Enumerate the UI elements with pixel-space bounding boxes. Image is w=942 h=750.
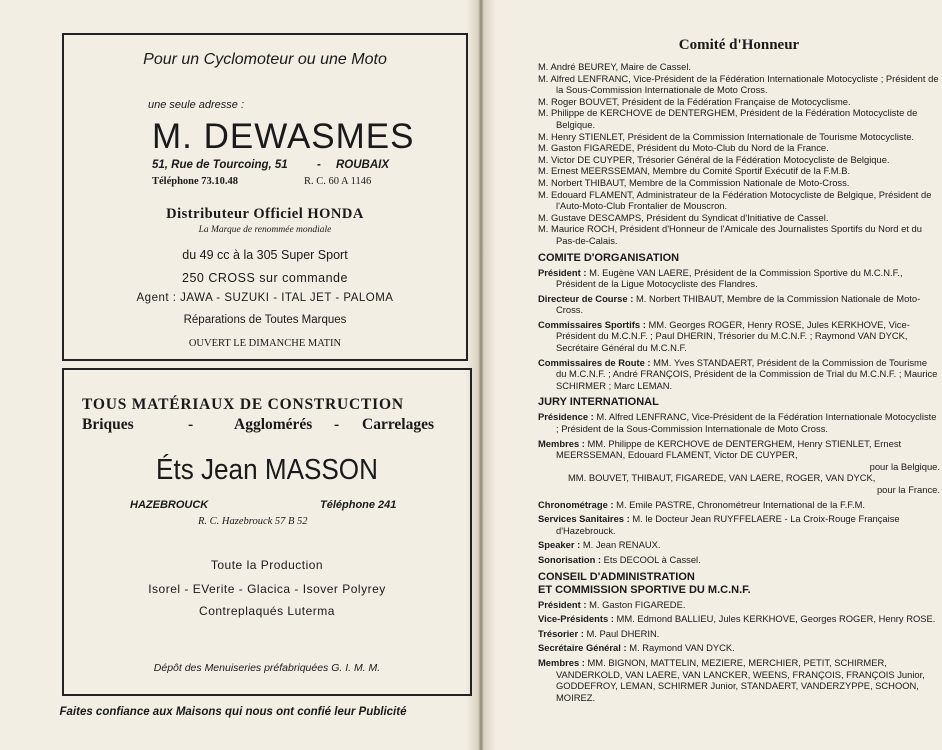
ad1-name: M. DEWASMES: [152, 117, 415, 156]
ad2-phone: Téléphone 241: [320, 499, 397, 511]
entry-label: Vice-Présidents :: [538, 613, 614, 625]
org-entry: [538, 267, 940, 290]
conseil-entry: [538, 599, 940, 611]
list-item: M. André BEUREY, Maire de Cassel.: [538, 61, 692, 72]
entry-label: Secrétaire Général :: [538, 642, 627, 654]
ad1-phone: Téléphone 73.10.48: [152, 176, 239, 187]
left-footer: Faites confiance aux Maisons qui nous ont confié leur Publicité: [59, 706, 407, 718]
entry-text: M. Alfred LENFRANC, Vice-Président de la Fédération Internationale Motocycliste ; Président de la Sous-Commission Internationale de Moto Cross.: [556, 411, 937, 435]
list-item: M. Henry STIENLET, Président de la Commission Internationale de Tourisme Motocycliste.: [538, 130, 915, 142]
ad2-depot: Dépôt des Menuiseries préfabriquées G. I. M. M.: [153, 662, 381, 674]
ad1-cross: 250 CROSS sur commande: [182, 271, 348, 285]
honneur-list: [538, 61, 940, 247]
list-item: M. Victor DE CUYPER, Trésorier Général de la Fédération Motocycliste de Belgique.: [538, 153, 890, 165]
ad1-dash: -: [317, 159, 321, 171]
entry-text: M. Raymond VAN DYCK.: [629, 642, 735, 654]
ad1-adresse: une seule adresse :: [148, 99, 245, 111]
entry-text: M. Eugène VAN LAERE, Président de la Commission Sportive du M.C.N.F., Président de la Ligue Motocycliste des Flandres.: [556, 266, 903, 290]
entry-text: MM. Philippe de KERCHOVE de DENTERGHEM, Henry STIENLET, Ernest MEERSSEMAN, Edouard FLAMENT, Victor DE CUYPER,: [556, 437, 902, 461]
entry-label: Trésorier :: [538, 627, 584, 639]
page-title: Comité d'Honneur: [678, 37, 800, 53]
entry-text: M. Emile PASTRE, Chronométreur International de la F.F.M.: [616, 498, 866, 510]
jury-france-members: MM. BOUVET, THIBAUT, FIGAREDE, VAN LAERE, ROGER, VAN DYCK,: [568, 472, 876, 484]
ad2-contreplaques: Contreplaqués Luterma: [199, 604, 335, 618]
list-item: M. Philippe de KERCHOVE de DENTERGHEM, Président de la Fédération Motocycliste de Belgique.: [538, 107, 918, 130]
ad1-city: ROUBAIX: [336, 159, 390, 171]
conseil-entry: [538, 613, 940, 625]
entry-label: Chronométrage :: [538, 498, 614, 510]
list-item: M. Edouard FLAMENT, Administrateur de la Fédération Motocycliste de Belgique, Président de l'Auto-Moto-Club Frontalier de Mouscron.: [538, 188, 932, 212]
ad2-brands: Isorel - EVerite - Glacica - Isover Polyrey: [148, 582, 386, 596]
entry-text: MM. Georges ROGER, Henry ROSE, Jules KERKHOVE, Vice-Président du M.C.N.F. ; Paul DHERIN, Trésorier du M.C.N.F. ; Raymond VAN DYCK, Secrétaire Général du M.C.N.F.: [556, 318, 910, 354]
ad1-marque: La Marque de renommée mondiale: [198, 225, 332, 235]
ad1-rc: R. C. 60 A 1146: [304, 176, 372, 187]
ad2-name: Éts Jean MASSON: [156, 454, 378, 486]
entry-text: Ets DECOOL à Cassel.: [603, 553, 701, 565]
ad2-sep-2: -: [334, 416, 340, 433]
ad1-headline: Pour un Cyclomoteur ou une Moto: [143, 51, 387, 68]
ad2-sep-1: -: [188, 416, 194, 433]
conseil-entry: [538, 642, 940, 654]
ad1-open: OUVERT LE DIMANCHE MATIN: [188, 338, 342, 349]
entry-text: MM. BIGNON, MATTELIN, MEZIERE, MERCHIER, PETIT, SCHIRMER, VANDERKOLD, VAN LAERE, VAN LANCKER, WEENS, FRANÇOIS, FRANÇOIS Junior, GODDEFROY, LEMAN, SCHIRMER Junior, STANDAERT, VANDERZYPPE, SCHOON, MOIREZ.: [556, 656, 925, 703]
jury-belgique: pour la Belgique.: [869, 460, 940, 472]
entry-text: M. Gaston FIGAREDE.: [589, 598, 686, 610]
entry-text: MM. Edmond BALLIEU, Jules KERKHOVE, Georges ROGER, Henry ROSE.: [616, 613, 936, 625]
jury-entry: [538, 499, 940, 511]
list-item: M. Norbert THIBAUT, Membre de la Commission Nationale de Moto-Cross.: [538, 176, 850, 188]
section-title-organisation: COMITE D'ORGANISATION: [538, 251, 680, 264]
ad2-product-2: Agglomérés: [234, 416, 313, 433]
entry-label: Commissaires de Route :: [538, 356, 651, 368]
ad1-street: 51, Rue de Tourcoing, 51: [152, 159, 288, 171]
jury-president: [538, 411, 940, 434]
ad1-repairs: Réparations de Toutes Marques: [183, 314, 347, 326]
conseil-entry: [538, 657, 940, 703]
entry-text: M. Norbert THIBAUT, Membre de la Commission Nationale de Moto-Cross.: [556, 292, 921, 316]
entry-label: Présidence :: [538, 411, 594, 423]
section-title-jury: JURY INTERNATIONAL: [538, 396, 659, 409]
entry-label: Président :: [538, 266, 587, 278]
conseil-entry: [538, 628, 940, 640]
entry-label: Membres :: [538, 656, 585, 668]
list-item: M. Gaston FIGAREDE, Président du Moto-Club du Nord de la France.: [538, 142, 829, 154]
advert-masson: [62, 368, 472, 696]
entry-label: Services Sanitaires :: [538, 513, 630, 525]
org-entry: [538, 293, 940, 316]
list-item: M. Roger BOUVET, Président de la Fédération Française de Motocyclisme.: [538, 95, 851, 107]
jury-entry: [538, 554, 940, 566]
ad1-range: du 49 cc à la 305 Super Sport: [182, 248, 348, 262]
jury-france: pour la France.: [876, 484, 940, 495]
jury-members: [538, 438, 940, 461]
list-item: M. Maurice ROCH, Président d'Honneur de l'Amicale des Journalistes Sportifs du Nord et du Pas-de-Calais.: [538, 223, 922, 246]
entry-text: MM. Yves STANDAERT, Président de la Commission de Tourisme du M.C.N.F. ; André FRANÇOIS, Président de la Commission de Trial du M.C.N.F. ; Maurice SCHIRMER ; Marc LEMAN.: [556, 356, 938, 391]
list-item: M. Ernest MEERSSEMAN, Membre du Comité Sportif Exécutif de la F.M.B.: [538, 165, 851, 177]
entry-label: Membres :: [538, 437, 585, 449]
advert-dewasmes: [62, 33, 468, 361]
entry-label: Sonorisation :: [538, 553, 602, 565]
entry-text: M. Paul DHERIN.: [586, 627, 660, 639]
ad2-materials: TOUS MATÉRIAUX DE CONSTRUCTION: [82, 396, 404, 413]
section-subtitle-conseil: ET COMMISSION SPORTIVE DU M.C.N.F.: [538, 583, 751, 596]
program-text: [538, 36, 940, 706]
ad2-product-3: Carrelages: [362, 416, 435, 433]
entry-text: M. Jean RENAUX.: [582, 539, 661, 551]
list-item: M. Gustave DESCAMPS, Président du Syndicat d'Initiative de Cassel.: [538, 211, 829, 223]
entry-label: Président :: [538, 598, 587, 610]
ad2-town: HAZEBROUCK: [130, 499, 209, 511]
ad1-agent: Agent : JAWA - SUZUKI - ITAL JET - PALOMA: [136, 292, 394, 304]
ad1-distributor: Distributeur Officiel HONDA: [166, 206, 364, 222]
entry-label: Commissaires Sportifs :: [538, 318, 646, 330]
org-entry: [538, 357, 940, 392]
list-item: M. Alfred LENFRANC, Vice-Président de la Fédération Internationale Motocycliste ; Président de la Sous-Commission Internationale de Moto Cross.: [538, 72, 939, 96]
ad2-rc: R. C. Hazebrouck 57 B 52: [198, 516, 308, 527]
ad2-product-1: Briques: [82, 416, 134, 433]
entry-label: Directeur de Course :: [538, 292, 634, 304]
ad2-production: Toute la Production: [210, 558, 324, 572]
org-entry: [538, 319, 940, 354]
section-title-conseil: CONSEIL D'ADMINISTRATION: [538, 570, 695, 583]
entry-label: Speaker :: [538, 539, 581, 551]
jury-entry: [538, 513, 940, 536]
jury-entry: [538, 539, 940, 551]
entry-text: M. le Docteur Jean RUYFFELAERE - La Croix-Rouge Française d'Hazebrouck.: [556, 513, 900, 536]
